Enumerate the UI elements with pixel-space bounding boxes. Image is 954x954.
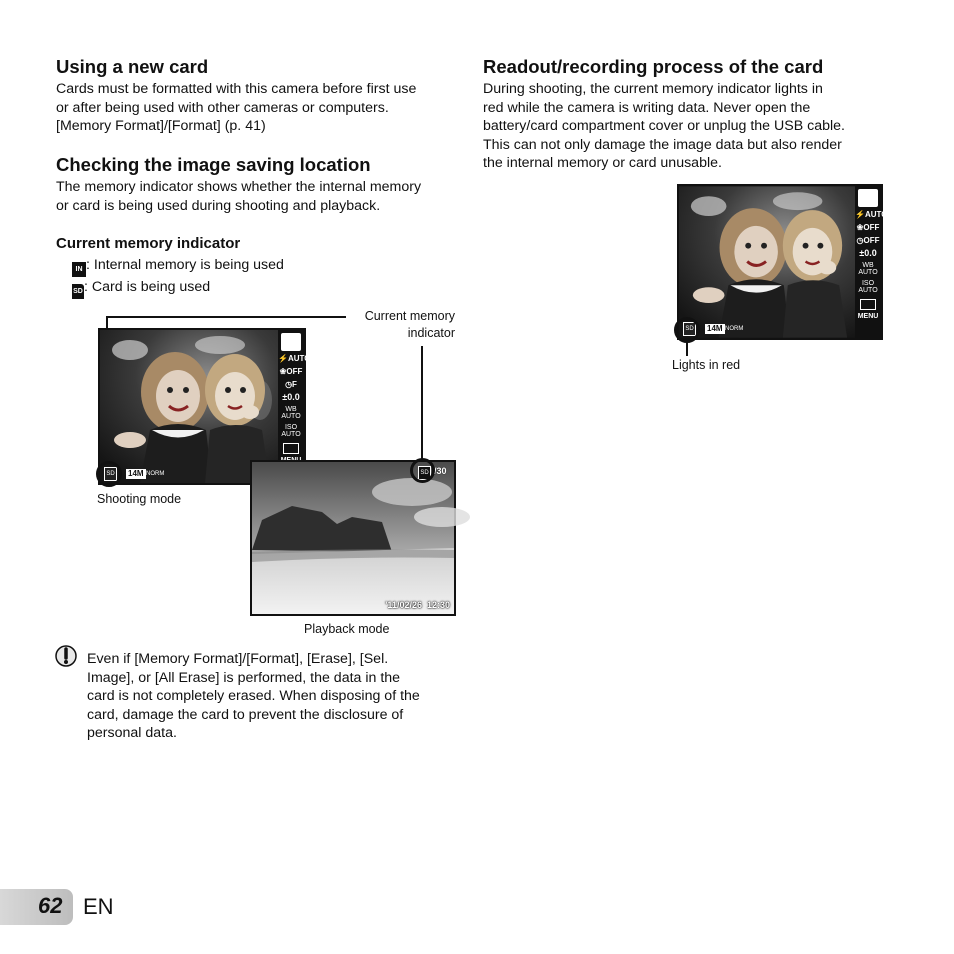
iso-label: ISO xyxy=(284,424,298,431)
text-line: or card is being used during shooting and playback. xyxy=(56,197,381,214)
text-line: Image], or [All Erase] is performed, the data in the xyxy=(87,669,401,686)
beach-photo xyxy=(252,462,454,614)
frame-counter: /30 xyxy=(434,466,447,476)
playback-datetime: '11/02/26 12:30 xyxy=(385,600,450,610)
text-line: the internal memory or card unusable. xyxy=(483,155,722,172)
callout-line: Current memory xyxy=(364,309,455,323)
heading-checking-location: Checking the image saving location xyxy=(56,154,371,175)
language-label: EN xyxy=(83,894,114,919)
playback-mode-lcd xyxy=(250,460,456,616)
text-line: personal data. xyxy=(87,725,177,742)
memory-item-internal xyxy=(72,257,284,277)
callout-current-memory xyxy=(340,308,455,342)
flash-icon: ⚡AUTO xyxy=(855,210,888,219)
image-stabilizer-icon xyxy=(283,443,299,454)
heading-current-memory-indicator: Current memory indicator xyxy=(56,235,241,252)
wb-label: WB xyxy=(862,262,874,269)
text-line: [Memory Format]/[Format] (p. 41) xyxy=(56,118,266,135)
iso-value: AUTO xyxy=(858,287,878,294)
text-line: card is not completely erased. When disposing of the xyxy=(87,688,420,705)
quality-label: NORM xyxy=(146,471,165,477)
wb-value: AUTO xyxy=(858,269,878,276)
text-line: battery/card compartment cover or unplug the USB cable. xyxy=(483,118,845,135)
wb-label: WB xyxy=(285,406,297,413)
text-line: Cards must be formatted with this camera before first use xyxy=(56,81,417,97)
exposure-value: ±0.0 xyxy=(859,248,877,258)
text-line: card, damage the card to prevent the disclosure of xyxy=(87,706,404,723)
caution-icon xyxy=(55,645,77,667)
sd-card-icon: SD xyxy=(104,467,117,481)
callout-line-playback-vertical xyxy=(421,346,423,462)
heading-using-new-card: Using a new card xyxy=(56,56,209,77)
sd-card-icon: SD xyxy=(683,322,696,336)
memory-indicator-highlight-recording xyxy=(674,317,700,343)
program-mode-icon: P xyxy=(858,189,878,207)
text-line: Even if [Memory Format]/[Format], [Erase], [Sel. xyxy=(87,651,389,667)
text-line: During shooting, the current memory indicator lights in xyxy=(483,81,823,97)
iso-value: AUTO xyxy=(281,431,301,438)
children-photo xyxy=(679,186,855,338)
shooting-mode-caption: Shooting mode xyxy=(97,492,182,506)
image-stabilizer-icon xyxy=(860,299,876,310)
caution-note xyxy=(87,650,420,743)
memory-item-text: : Internal memory is being used xyxy=(86,257,284,273)
iso-label: ISO xyxy=(861,280,875,287)
memory-indicator-highlight-shooting xyxy=(96,461,122,487)
program-mode-icon: P xyxy=(281,333,301,351)
callout-line: indicator xyxy=(407,326,455,340)
para-using-new-card xyxy=(56,80,416,136)
callout-line-recording xyxy=(686,342,688,356)
menu-label: MENU xyxy=(857,313,879,320)
para-readout-recording xyxy=(483,80,845,173)
internal-memory-icon: IN xyxy=(72,262,86,277)
macro-icon: ❀OFF xyxy=(279,367,303,376)
memory-item-text: : Card is being used xyxy=(84,279,211,295)
sd-card-icon: SD xyxy=(418,466,431,480)
heading-readout-recording: Readout/recording process of the card xyxy=(483,56,824,77)
text-line: or after being used with other cameras or computers. xyxy=(56,99,389,116)
flash-icon: ⚡AUTO xyxy=(278,354,311,363)
exposure-value: ±0.0 xyxy=(282,392,300,402)
text-line: red while the camera is writing data. Never open the xyxy=(483,99,811,116)
memory-item-card xyxy=(72,279,210,299)
page-number: 62 xyxy=(38,893,63,918)
lcd-right-panel xyxy=(855,186,888,338)
lights-in-red-caption: Lights in red xyxy=(672,358,741,372)
wb-value: AUTO xyxy=(281,413,301,420)
text-line: This can not only damage the image data but also render xyxy=(483,136,842,153)
macro-icon: ❀OFF xyxy=(856,223,880,232)
text-line: The memory indicator shows whether the internal memory xyxy=(56,179,422,195)
callout-line-shooting-horizontal xyxy=(106,316,346,318)
image-size-label: 14M xyxy=(707,324,723,333)
sd-card-icon: SD xyxy=(72,284,84,299)
selftimer-icon: ◷OFF xyxy=(856,236,880,245)
image-size-label: 14M xyxy=(128,469,144,478)
quality-label: NORM xyxy=(725,326,744,332)
para-checking-location xyxy=(56,178,421,215)
recording-lcd xyxy=(677,184,888,340)
selftimer-icon: ◷F xyxy=(285,380,297,389)
memory-indicator-highlight-playback xyxy=(410,458,435,483)
playback-mode-caption: Playback mode xyxy=(304,622,390,636)
